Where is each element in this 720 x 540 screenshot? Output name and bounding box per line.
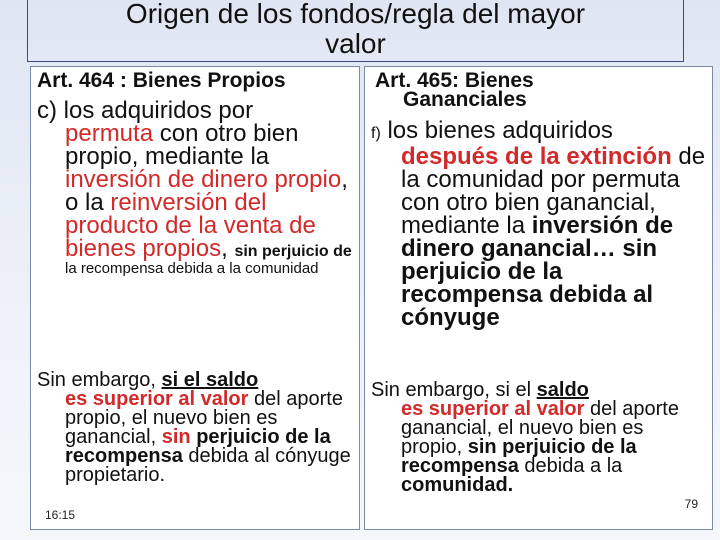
right-p1-despues: después de la extinción [401,143,672,170]
right-p1-text-c: de la comunidad por permuta con otro bien ganancial, mediante la [401,143,706,239]
right-paragraph-1 [371,119,707,329]
left-p2-sin: sin [161,426,191,448]
left-paragraph-1 [37,99,355,275]
right-column-art-465 [364,66,713,530]
right-heading [375,71,705,109]
right-heading-line-1: Art. 465: Bienes [375,69,534,92]
right-p2-comunidad: comunidad. [401,474,514,496]
right-p2-text-f: debida a la [524,455,623,477]
left-paragraph-2 [37,371,355,485]
left-p1-comma: , [221,235,228,262]
right-p1-text-a: los bienes adquiridos [387,117,613,144]
right-paragraph-2 [371,381,707,495]
right-p2-perjuicio: sin perjuicio de la recompensa [401,436,637,477]
left-p1-recompensa: la recompensa debida a la comunidad [65,260,319,277]
left-item-letter: c) [37,97,57,124]
right-p2-saldo: saldo [536,379,589,401]
left-p2-superior: es superior al valor [65,388,249,410]
right-p2-text-a: Sin embargo, si el [371,379,532,401]
left-p1-text-c: con otro bien propio, mediante la [65,120,299,170]
left-p2-text-d: del aporte propio, el nuevo bien es ganancial, [65,388,343,448]
right-heading-line-2: Gananciales [403,88,527,111]
title-line-2: valor [325,28,386,59]
page-number: 79 [684,497,698,511]
left-p1-reinversion: reinversión del producto de la venta de bienes propios [65,189,316,262]
left-p1-inversion: inversión de dinero propio [65,166,342,193]
left-p1-text-e: , o la [65,166,348,216]
right-item-letter: f) [371,125,381,142]
left-heading: Art. 464 : Bienes Propios [37,69,286,92]
left-p2-perjuicio: perjuicio de la recompensa [65,426,331,467]
left-p2-text-a: Sin embargo, [37,369,156,391]
left-column-art-464 [30,66,360,530]
left-p1-text-a: los adquiridos por [63,97,254,124]
slide-time: 16:15 [45,508,76,522]
right-p2-superior: es superior al valor [401,398,585,420]
right-p2-text-d: del aporte ganancial, el nuevo bien es propio, [401,398,679,458]
title-line-1: Origen de los fondos/regla del mayor [125,0,586,29]
left-p2-text-g: debida al cónyuge propietario. [65,445,351,486]
left-p1-permuta: permuta [65,120,154,147]
left-p1-sin-perjuicio: sin perjuicio de [234,243,352,260]
slide-title [27,0,684,62]
left-p2-si-el-saldo: si el saldo [161,369,259,391]
right-p1-inversion: inversión de dinero ganancial… sin perjuicio de la recompensa debida al cónyuge [401,212,674,331]
